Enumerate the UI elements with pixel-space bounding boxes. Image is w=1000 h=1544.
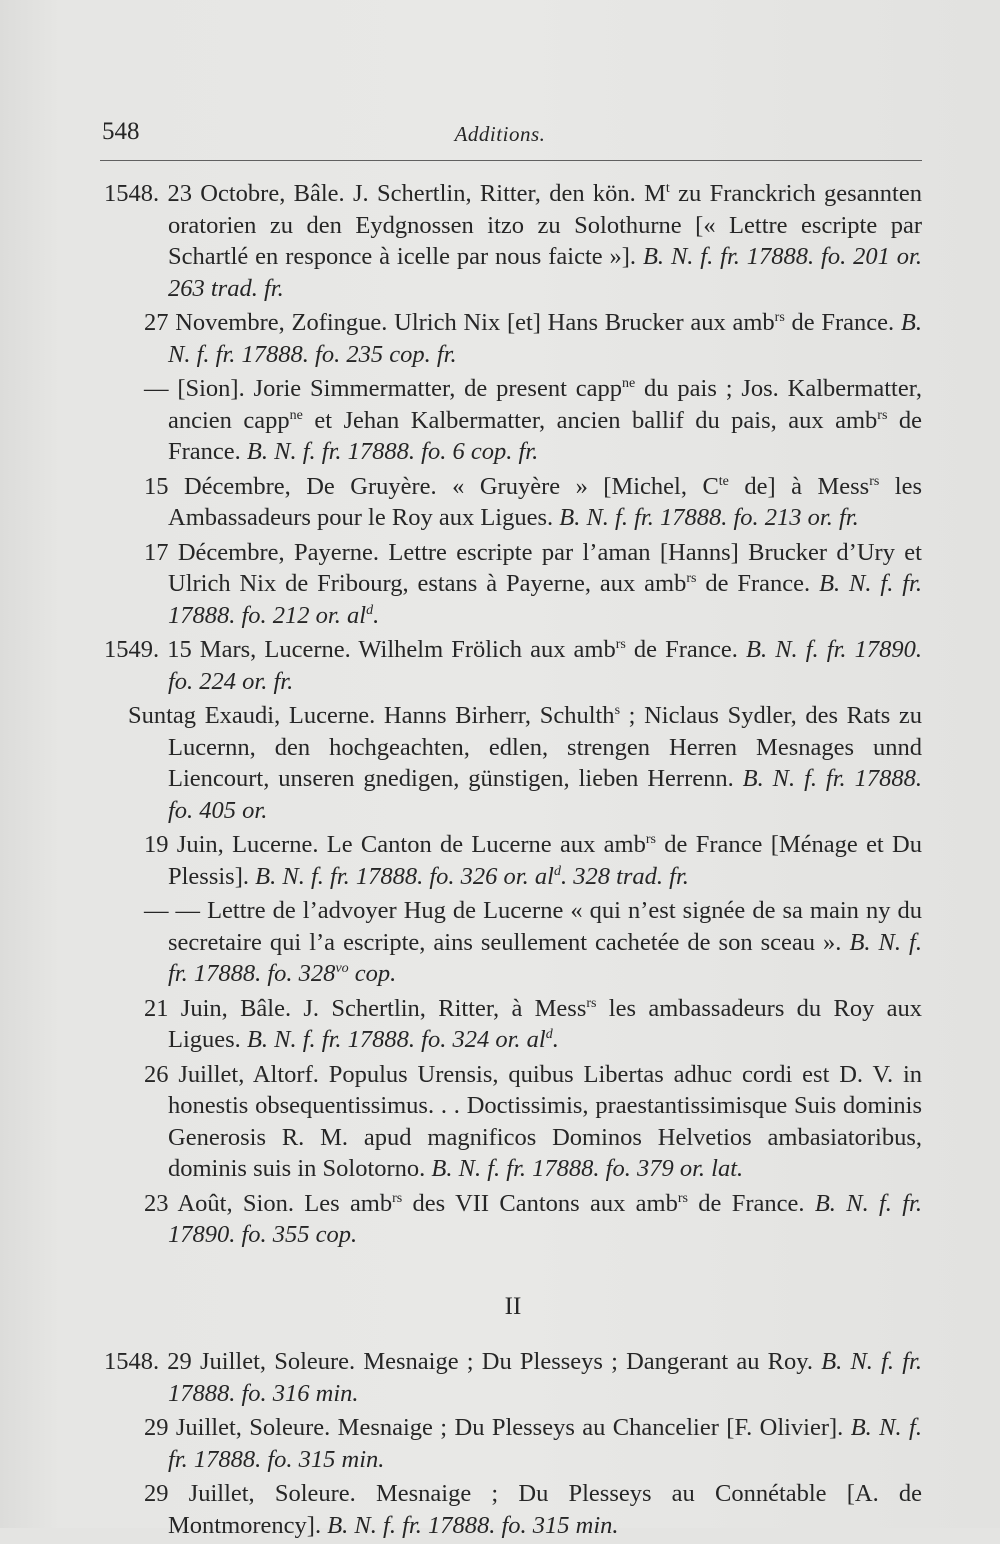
entry-sion <box>104 373 922 468</box>
header-rule <box>100 160 922 161</box>
entry-date: 17 Décembre, Payerne. <box>144 538 380 566</box>
entry-1548-12-17 <box>104 537 922 632</box>
entry-text: zu Franckrich gesannten oratorien zu den Eydgnossen itzo zu Solothurne [« Lettre escripte par Schartlé en responce à icelle par nous faicte »]. <box>168 180 922 270</box>
entry-reference: B. N. f. fr. 17888. fo. 315 min. <box>327 1511 619 1539</box>
entry-reference: B. N. f. fr. 17888. fo. 328 <box>168 928 922 987</box>
entry-text: de France. <box>688 1189 815 1217</box>
entry-text: Hanns Birherr, Schulth <box>375 702 615 729</box>
entry-text: Populus Urensis, quibus Libertas adhuc cordi est D. V. in honestis obsequentissimus. . . Doctissimis, praestantissimisque Suis dominis Generosis R. M. apud magnificos Dominos Helvetios ambasiatoribus, dominis suis in Solotorno. <box>168 1060 922 1182</box>
entry-reference: B. N. f. fr. 17888. fo. 6 cop. fr. <box>246 438 539 465</box>
entry-date: 26 Juillet, Altorf. <box>144 1060 319 1088</box>
entry-date: 27 Novembre, Zofingue. <box>144 309 388 336</box>
superscript: te <box>718 473 729 489</box>
superscript: rs <box>677 1190 688 1206</box>
entry-date: 29 Juillet, Soleure. <box>144 1414 331 1441</box>
entry-text: de France. <box>784 309 901 336</box>
entry-date: 1548. 23 Octobre, Bâle. <box>104 180 345 207</box>
entry-text: Ulrich Nix [et] Hans Brucker aux amb <box>387 309 775 336</box>
entry-date: 29 Juillet, Soleure. <box>144 1480 356 1507</box>
entry-text: Le Canton de Lucerne aux amb <box>318 831 646 858</box>
entry-text: Les amb <box>293 1189 393 1217</box>
entry-text: les ambassadeurs du Roy aux Ligues. <box>168 994 922 1053</box>
entry-1548-12-15 <box>104 471 922 534</box>
entry-1548-10-23 <box>104 178 922 304</box>
entry-text: les Ambassadeurs pour le Roy aux Ligues. <box>168 472 923 531</box>
entry-reference: B. N. f. fr. 17888. fo. 235 cop. fr. <box>168 309 922 368</box>
superscript: rs <box>869 473 880 489</box>
entry-date: — — <box>144 897 201 924</box>
entry-date: 15 Décembre, De Gruyère. <box>144 472 437 500</box>
entry-1549-08-23 <box>104 1188 922 1251</box>
entry-1548-07-29-roy <box>104 1346 922 1409</box>
entry-1549-07-26 <box>104 1059 922 1185</box>
entry-text: « Gruyère » [Michel, C <box>436 472 719 500</box>
entry-hug-lucerne <box>104 895 922 990</box>
superscript: rs <box>774 309 785 325</box>
entry-text: de France. <box>696 570 820 597</box>
entry-1548-07-29-connetable <box>104 1478 922 1541</box>
running-title: Additions. <box>454 122 546 146</box>
entry-text: de France. <box>625 636 747 663</box>
entry-text: J. Schertlin, Ritter, den kön. M <box>344 180 666 207</box>
entry-reference-end: . 328 trad. fr. <box>560 862 689 890</box>
entry-suntag-exaudi <box>104 700 922 826</box>
entry-1549-06-21 <box>104 993 922 1056</box>
entry-text: Jorie Simmermatter, de present capp <box>244 375 622 402</box>
entry-date: 23 Août, Sion. <box>144 1189 294 1217</box>
entry-date: — [Sion]. <box>144 375 245 402</box>
entry-date: 19 Juin, Lucerne. <box>144 831 319 858</box>
entry-text: du pais ; Jos. Kalbermatter, ancien capp <box>168 375 923 434</box>
page-number: 548 <box>102 118 140 145</box>
superscript: rs <box>615 636 626 652</box>
superscript: rs <box>686 570 697 586</box>
entry-text: et Jehan Kalbermatter, ancien ballif du pais, aux amb <box>302 406 878 434</box>
entry-reference-end: . <box>552 1026 559 1053</box>
entry-text: Lettre escripte par l’aman [Hanns] Brucker d’Ury et Ulrich Nix de Fribourg, estans à Payerne, aux amb <box>168 538 922 597</box>
entry-text: J. Schertlin, Ritter, à Mess <box>291 994 587 1022</box>
entry-date: 1548. 29 Juillet, Soleure. <box>104 1348 356 1375</box>
entry-1549-06-19 <box>104 829 922 892</box>
entry-date: Suntag Exaudi, Lucerne. <box>128 702 376 729</box>
entry-text: Lettre de l’advoyer Hug de Lucerne « qui n’est signée de sa main ny du secretaire qui l’a escripte, ains seullement cachetée de son sceau ». <box>168 897 923 956</box>
entry-reference: B. N. f. fr. 17888. fo. 315 min. <box>168 1414 922 1473</box>
entry-text: de] à Mess <box>728 472 870 500</box>
page-body <box>104 178 922 1544</box>
entry-reference: B. N. f. fr. 17888. fo. 405 or. <box>168 765 922 824</box>
superscript: d <box>366 602 374 618</box>
entry-reference: B. N. f. fr. 17888. fo. 326 or. al <box>255 862 554 890</box>
entry-reference: B. N. f. fr. 17888. fo. 212 or. al <box>168 570 922 629</box>
entry-text: Mesnaige ; Du Plesseys au Connétable [A. de Montmorency]. <box>168 1480 922 1539</box>
entry-text: Mesnaige ; Du Plesseys au Chancelier [F. Olivier]. <box>330 1414 851 1441</box>
entry-text: Wilhelm Frölich aux amb <box>350 636 616 663</box>
entry-text: de France [Ménage et Du Plessis]. <box>168 831 922 890</box>
entry-reference-end: . <box>373 601 380 629</box>
entry-reference: B. N. f. fr. 17888. fo. 201 or. 263 trad. fr. <box>168 243 922 302</box>
entry-date: 1549. 15 Mars, Lucerne. <box>104 636 351 663</box>
superscript: rs <box>877 407 888 423</box>
entry-text: ; Niclaus Sydler, des Rats zu Lucernn, den hochgeachten, edlen, strengen Herren Mesnages unnd Liencourt, unseren gnedigen, günstigen, lieben Herrenn. <box>168 702 922 792</box>
superscript: rs <box>586 995 597 1011</box>
entry-1549-03-15 <box>104 634 922 697</box>
entry-1548-07-29-chancelier <box>104 1412 922 1475</box>
entry-reference: B. N. f. fr. 17888. fo. 379 or. lat. <box>431 1155 744 1182</box>
entry-reference: B. N. f. fr. 17888. fo. 324 or. al <box>246 1026 546 1053</box>
entry-text: de France. <box>168 406 923 465</box>
entry-date: 21 Juin, Bâle. <box>144 994 292 1022</box>
entry-reference: B. N. f. fr. 17890. fo. 224 or. fr. <box>168 636 922 695</box>
entry-reference: B. N. f. fr. 17888. fo. 213 or. fr. <box>559 504 859 531</box>
superscript: rs <box>392 1190 403 1206</box>
entry-1548-11-27 <box>104 307 922 370</box>
entry-reference: B. N. f. fr. 17888. fo. 316 min. <box>168 1348 922 1407</box>
entry-text: des VII Cantons aux amb <box>402 1189 678 1217</box>
superscript: ne <box>289 407 303 423</box>
superscript: rs <box>645 831 656 847</box>
entry-reference-end: cop. <box>348 960 397 987</box>
superscript: t <box>665 180 670 196</box>
entry-reference: B. N. f. fr. 17890. fo. 355 cop. <box>168 1189 922 1248</box>
entry-text: Mesnaige ; Du Plesseys ; Dangerant au Roy. <box>355 1348 822 1375</box>
superscript: d <box>545 1026 553 1042</box>
superscript: s <box>614 702 621 718</box>
superscript: ne <box>621 375 636 391</box>
superscript: d <box>553 863 561 879</box>
section-heading: II <box>504 1292 522 1320</box>
superscript: vo <box>335 960 349 976</box>
